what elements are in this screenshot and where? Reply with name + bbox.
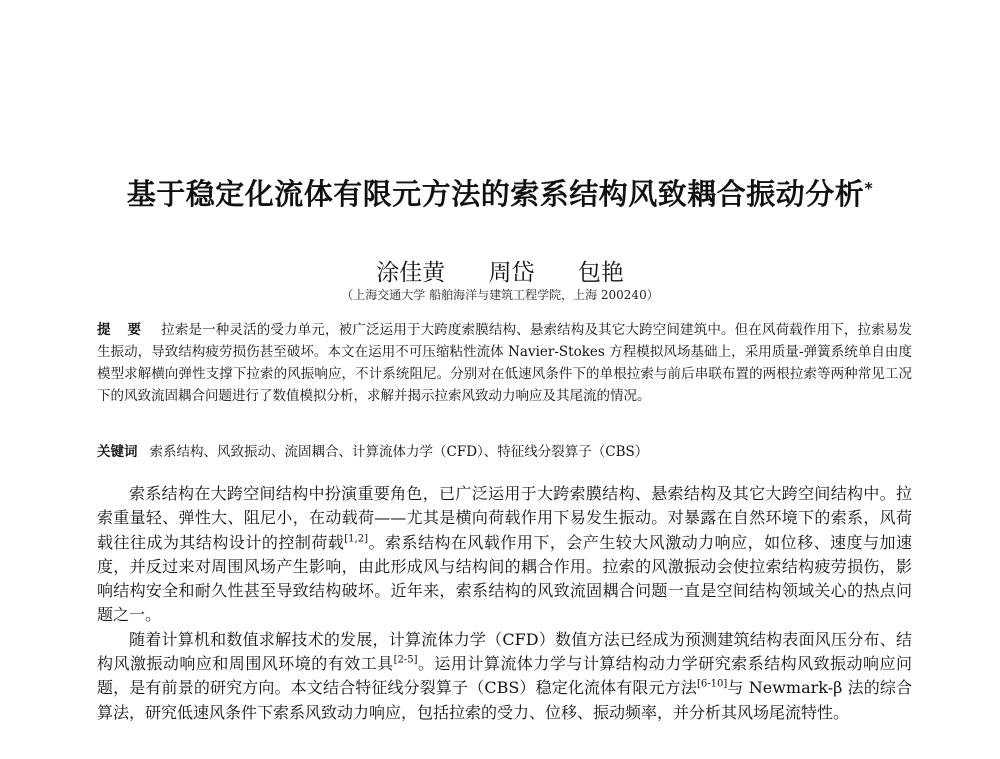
author-list	[0, 254, 1000, 287]
author-3: 包艳	[577, 260, 624, 286]
abstract	[97, 319, 912, 407]
keywords	[97, 441, 912, 463]
paragraph-1	[97, 482, 912, 628]
abstract-label: 提 要	[97, 322, 148, 338]
author-1: 涂佳黄	[376, 260, 446, 286]
paragraph-2-part-c: 与 Newmark-β 法的综合算法，研究低速风条件下索系风致动力响应，包括拉索的受力、位移、振动频率，并分析其风场尾流特性。	[97, 678, 912, 722]
paragraph-2-part-a: 随着计算机和数值求解技术的发展，计算流体力学（CFD）数值方法已经成为预测建筑结构表面风压分布、结构风激振动响应和周围风环境的有效工具	[97, 629, 912, 674]
paper-title	[0, 172, 1000, 213]
author-2: 周岱	[488, 260, 535, 286]
paragraph-2	[97, 628, 912, 725]
abstract-text: 拉索是一种灵活的受力单元，被广泛运用于大跨度索膜结构、悬索结构及其它大跨空间建筑中。但在风荷载作用下，拉索易发生振动，导致结构疲劳损伤甚至破坏。本文在运用不可压缩粘性流体 Navier-Stokes 方程模拟风场基础上，采用质量-弹簧系统单自由度模型求解横向弹性支撑下拉索的风振响应，不计系统阻尼。分别对在低速风条件下的单根拉索与前后串联布置的两根拉索等两种常见工况下的风致流固耦合问题进行了数值模拟分析，求解并揭示拉索风致动力响应及其尾流的情况。	[97, 322, 913, 404]
paragraph-2-part-b: 。运用计算流体力学与计算结构动力学研究索系结构风致振动响应问题，是有前景的研究方向。本文结合特征线分裂算子（CBS）稳定化流体有限元方法	[97, 654, 912, 698]
title-text: 基于稳定化流体有限元方法的索系结构风致耦合振动分析	[126, 177, 865, 211]
citation-6-10: [6-10]	[696, 679, 728, 691]
citation-2-5: [2-5]	[393, 654, 418, 666]
paragraph-1-part-b: 。索系结构在风载作用下，会产生较大风激动力响应，如位移、速度与加速度，并反过来对周围风场产生影响，由此形成风与结构间的耦合作用。拉索的风激振动会使拉索结构疲劳损伤，影响结构安全和耐久性甚至导致结构破坏。近年来，索系结构的风致流固耦合问题一直是空间结构领域关心的热点问题之一。	[97, 532, 912, 625]
keywords-text: 索系结构、风致振动、流固耦合、计算流体力学（CFD）、特征线分裂算子（CBS）	[149, 444, 649, 460]
keywords-label: 关键词	[97, 444, 138, 460]
body-text	[97, 482, 912, 725]
citation-1-2: [1,2]	[344, 533, 368, 545]
title-footnote-mark: *	[864, 178, 874, 198]
paragraph-1-part-a: 索系结构在大跨空间结构中扮演重要角色，已广泛运用于大跨索膜结构、悬索结构及其它大跨空间结构中。拉索重量轻、弹性大、阻尼小，在动载荷——尤其是横向荷载作用下易发生振动。对暴露在自然环境下的索系，风荷载往往成为其结构设计的控制荷载	[97, 484, 912, 552]
affiliation: （上海交通大学 船舶海洋与建筑工程学院，上海 200240）	[341, 288, 659, 302]
